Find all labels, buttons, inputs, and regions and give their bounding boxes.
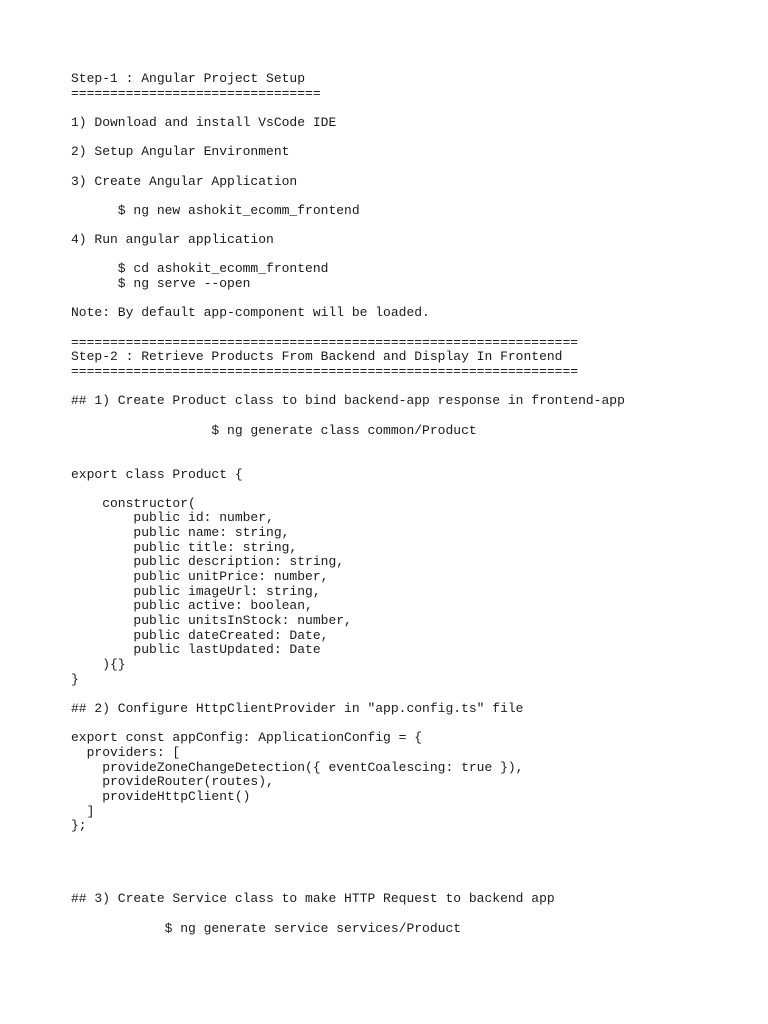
document-line: ================================================================= bbox=[71, 334, 579, 350]
document-line: } bbox=[71, 671, 79, 687]
document-line: 3) Create Angular Application bbox=[71, 173, 298, 189]
document-line: ## 2) Configure HttpClientProvider in "app.config.ts" file bbox=[71, 701, 524, 716]
document-line bbox=[71, 878, 625, 893]
document-text bbox=[71, 72, 625, 936]
document-line: 4) Run angular application bbox=[71, 232, 274, 248]
document-line bbox=[71, 409, 625, 424]
document-line: $ ng serve --open bbox=[71, 276, 251, 292]
document-line: public imageUrl: string, bbox=[71, 583, 321, 599]
document-line bbox=[71, 189, 625, 204]
document-line: provideRouter(routes), bbox=[71, 774, 274, 790]
document-line: public unitPrice: number, bbox=[71, 569, 329, 585]
document-line: public title: string, bbox=[71, 539, 298, 555]
document-line: public id: number, bbox=[71, 510, 274, 526]
document-line: export class Product { bbox=[71, 466, 243, 482]
document-line: constructor( bbox=[71, 495, 196, 511]
document-line bbox=[71, 101, 625, 116]
document-line bbox=[71, 438, 625, 453]
document-line: ] bbox=[71, 803, 95, 819]
document-line: export const appConfig: ApplicationConfig = { bbox=[71, 730, 423, 746]
document-line: $ cd ashokit_ecomm_frontend bbox=[71, 261, 329, 277]
document-line: public dateCreated: Date, bbox=[71, 627, 329, 643]
document-line bbox=[71, 292, 625, 307]
document-line: $ ng generate service services/Product bbox=[71, 920, 462, 936]
document-line: ## 1) Create Product class to bind backend-app response in frontend-app bbox=[71, 393, 625, 409]
document-line: }; bbox=[71, 818, 87, 834]
document-line: ){} bbox=[71, 657, 126, 673]
document-line: public description: string, bbox=[71, 554, 345, 570]
document-line: providers: [ bbox=[71, 744, 181, 760]
document-line: Note: By default app-component will be loaded. bbox=[71, 305, 430, 321]
document-line bbox=[71, 834, 625, 849]
document-line: ## 3) Create Service class to make HTTP Request to backend app bbox=[71, 891, 555, 907]
document-line bbox=[71, 160, 625, 175]
document-line: 1) Download and install VsCode IDE bbox=[71, 114, 337, 130]
document-line bbox=[71, 248, 625, 263]
document-line: public name: string, bbox=[71, 525, 290, 541]
document-line bbox=[71, 219, 625, 234]
document-line bbox=[71, 717, 625, 732]
document-line: public unitsInStock: number, bbox=[71, 613, 352, 629]
document-line: $ ng generate class common/Product bbox=[71, 422, 477, 438]
document-line: ================================ bbox=[71, 85, 321, 101]
document-line: public lastUpdated: Date bbox=[71, 642, 321, 658]
document-line: ================================================================= bbox=[71, 364, 579, 379]
document-line bbox=[71, 321, 625, 336]
document-line: public active: boolean, bbox=[71, 598, 313, 614]
document-line: 2) Setup Angular Environment bbox=[71, 144, 290, 160]
document-line: $ ng new ashokit_ecomm_frontend bbox=[71, 202, 360, 218]
document-line bbox=[71, 131, 625, 146]
document-line bbox=[71, 907, 625, 922]
document-line bbox=[71, 863, 625, 878]
document-line: provideHttpClient() bbox=[71, 788, 251, 804]
document-line bbox=[71, 687, 625, 702]
document-line: Step-2 : Retrieve Products From Backend and Display In Frontend bbox=[71, 349, 563, 365]
document-line: provideZoneChangeDetection({ eventCoalescing: true }), bbox=[71, 759, 524, 775]
document-line bbox=[71, 453, 625, 468]
document-line bbox=[71, 380, 625, 395]
document-line bbox=[71, 482, 625, 497]
document-line: Step-1 : Angular Project Setup bbox=[71, 71, 306, 86]
document-line bbox=[71, 849, 625, 864]
